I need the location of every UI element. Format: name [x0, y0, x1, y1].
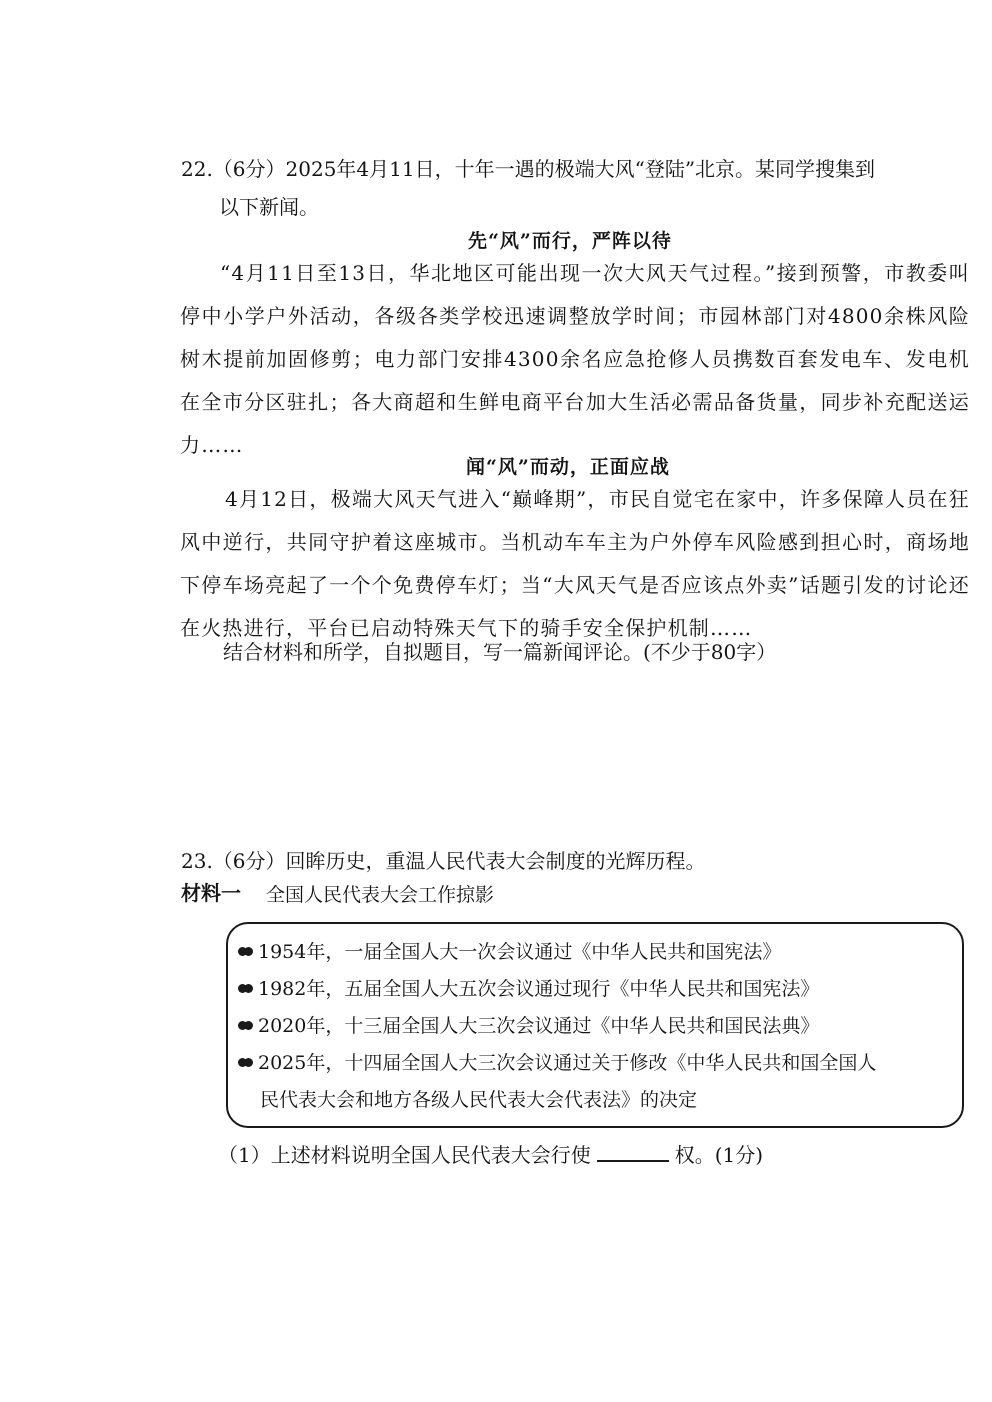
list-item: [238, 976, 819, 1002]
q22-stem-line2: 以下新闻。: [219, 195, 319, 219]
material-label: 材料一: [181, 881, 241, 905]
material-title: 全国人民代表大会工作掠影: [266, 884, 495, 906]
list-item: [238, 939, 781, 965]
list-item-text: 1954年，一届全国人大一次会议通过《中华人民共和国宪法》: [258, 941, 782, 963]
q23-stem: 23.（6分）回眸历史，重温人民代表大会制度的光辉历程。: [181, 849, 706, 873]
material-box: [226, 922, 964, 1128]
bullet-icon: [238, 984, 254, 993]
bullet-icon: [238, 1058, 254, 1067]
news1-heading: 先“风”而行，严阵以待: [468, 230, 672, 252]
list-item: [238, 1013, 819, 1039]
q23-sub1-text: （1）上述材料说明全国人民代表大会行使: [218, 1143, 591, 1167]
list-item-continuation: 民代表大会和地方各级人民代表大会代表法》的决定: [260, 1089, 698, 1111]
news1-body: “4月11日至13日，华北地区可能出现一次大风天气过程。”接到预警，市教委叫停中小学户外活动，各级各类学校迅速调整放学时间；市园林部门对4800余株风险树木提前加固修剪；电力部门安排4300余名应急抢修人员携数百套发电车、发电机在全市分区驻扎；各大商超和生鲜电商平台加大生活必需品备货量，同步补充配送运力……: [180, 261, 970, 457]
list-item-text: 1982年，五届全国人大五次会议通过现行《中华人民共和国宪法》: [258, 978, 820, 1000]
news2-heading: 闻“风”而动，正面应战: [466, 456, 670, 478]
list-item-text: 2025年，十四届全国人大三次会议通过关于修改《中华人民共和国全国人: [258, 1052, 877, 1074]
answer-blank[interactable]: [597, 1140, 669, 1162]
q23-sub1-score: 权。(1分): [674, 1143, 764, 1167]
q22-stem-line1: 22.（6分）2025年4月11日，十年一遇的极端大风“登陆”北京。某同学搜集到: [181, 157, 876, 181]
news2-body: 4月12日，极端大风天气进入“巅峰期”，市民自觉宅在家中，许多保障人员在狂风中逆行，共同守护着这座城市。当机动车车主为户外停车风险感到担心时，商场地下停车场亮起了一个个免费停车灯；当“大风天气是否应该点外卖”话题引发的讨论还在火热进行，平台已启动特殊天气下的骑手安全保护机制……: [180, 487, 970, 640]
list-item: [238, 1050, 876, 1076]
q23-sub1: [218, 1140, 763, 1170]
bullet-icon: [238, 1021, 254, 1030]
bullet-icon: [238, 947, 254, 956]
q22-task: 结合材料和所学，自拟题目，写一篇新闻评论。(不少于80字）: [223, 640, 777, 664]
list-item-text: 2020年，十三届全国人大三次会议通过《中华人民共和国民法典》: [258, 1015, 820, 1037]
